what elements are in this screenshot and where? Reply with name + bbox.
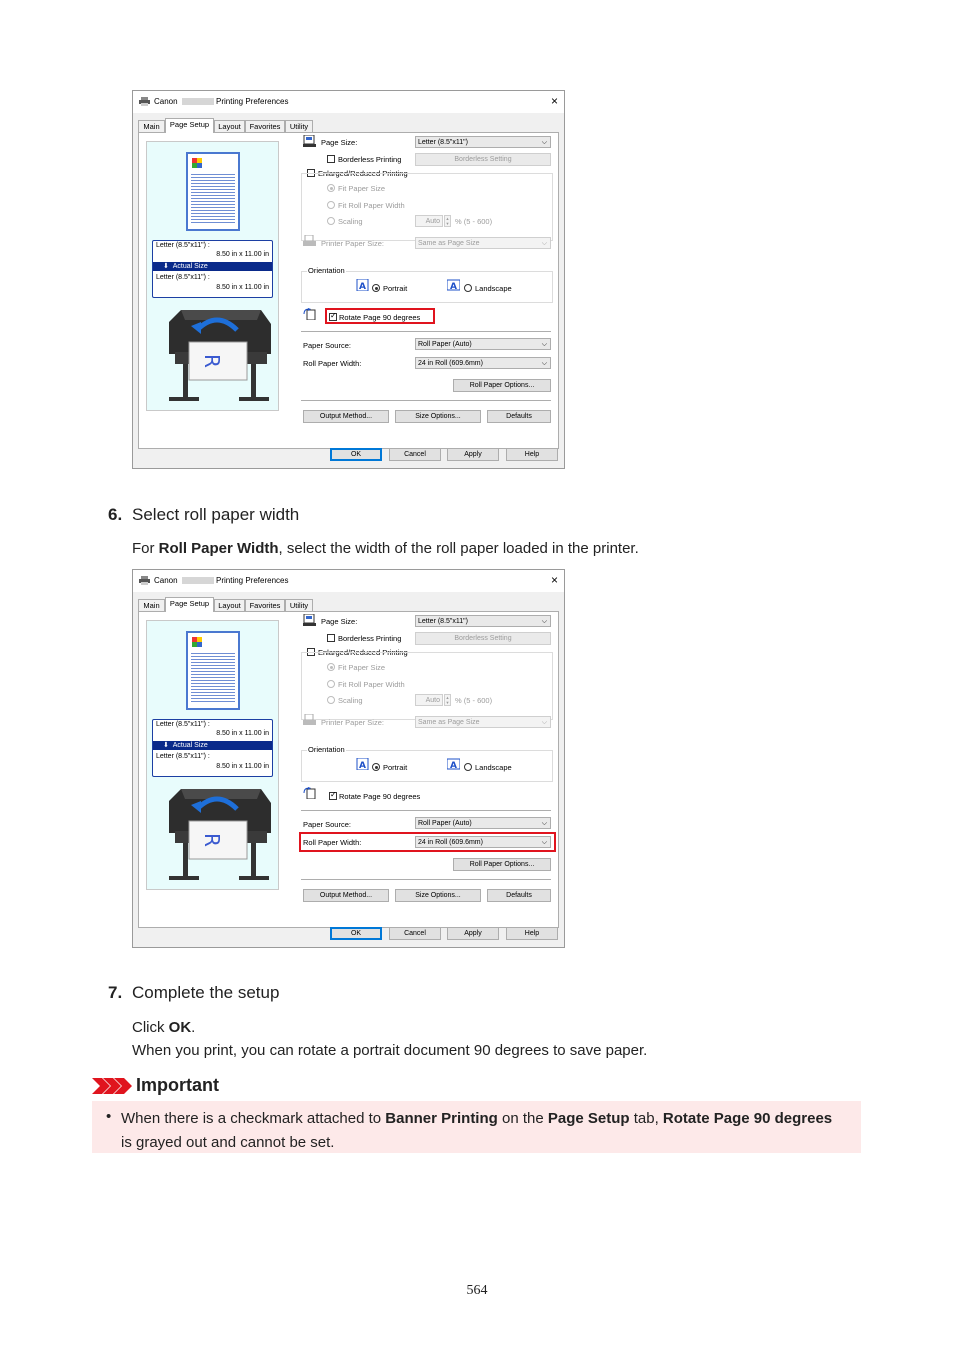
scaling-radio[interactable] (327, 217, 335, 225)
borderless-checkbox[interactable] (327, 155, 335, 163)
chevron-down-icon: ⌵ (541, 341, 547, 348)
borderless-setting-button[interactable]: Borderless Setting (415, 153, 551, 166)
close-icon[interactable]: × (550, 94, 558, 108)
step-6-heading (108, 505, 299, 525)
size-line-4: 8.50 in x 11.00 in (216, 284, 269, 291)
large-format-printer-illustration (161, 302, 273, 407)
printer-icon (139, 576, 150, 585)
tab-utility[interactable]: Utility (285, 599, 313, 611)
enlarged-label: Enlarged/Reduced Printing (318, 169, 408, 178)
landscape-radio[interactable] (464, 763, 472, 771)
fit-roll-width-radio[interactable] (327, 680, 335, 688)
fit-paper-size-label: Fit Paper Size (338, 184, 386, 193)
scaling-radio[interactable] (327, 696, 335, 704)
fit-roll-width-label: Fit Roll Paper Width (338, 680, 405, 689)
separator (301, 879, 551, 880)
size-line-2: 8.50 in x 11.00 in (216, 730, 269, 737)
defaults-button[interactable]: Defaults (487, 410, 551, 423)
important-box (92, 1101, 861, 1153)
step-number: 6. (108, 505, 123, 524)
printing-preferences-dialog-2 (132, 569, 565, 948)
separator (301, 400, 551, 401)
tab-main[interactable]: Main (138, 120, 165, 132)
landscape-label: Landscape (475, 763, 512, 772)
text: For (132, 540, 159, 557)
color-blocks-icon (192, 637, 202, 647)
defaults-button[interactable]: Defaults (487, 889, 551, 902)
scaling-input[interactable]: Auto (415, 215, 443, 227)
important-title: Important (136, 1075, 219, 1095)
portrait-label: Portrait (383, 284, 408, 293)
tab-favorites[interactable]: Favorites (245, 599, 285, 611)
printer-icon (139, 97, 150, 106)
paper-source-value: Roll Paper (Auto) (418, 820, 472, 827)
actual-size-bar: ⬇ Actual Size (153, 741, 272, 750)
borderless-setting-button[interactable]: Borderless Setting (415, 632, 551, 645)
actual-size-bar: ⬇ Actual Size (153, 262, 272, 271)
roll-paper-options-button[interactable]: Roll Paper Options... (453, 379, 551, 392)
tab-main[interactable]: Main (138, 599, 165, 611)
portrait-icon (356, 279, 369, 291)
orientation-group (301, 750, 553, 782)
page-size-select[interactable] (415, 136, 551, 148)
svg-text:A: A (359, 761, 366, 770)
size-info-box (152, 240, 273, 298)
cancel-button[interactable]: Cancel (389, 448, 441, 461)
redacted-model-name (182, 577, 214, 584)
help-button[interactable]: Help (506, 927, 558, 940)
step-title: Complete the setup (132, 983, 280, 1002)
important-text (121, 1107, 841, 1155)
ok-button[interactable]: OK (330, 927, 382, 940)
bullet: • (106, 1108, 112, 1125)
roll-paper-options-button[interactable]: Roll Paper Options... (453, 858, 551, 871)
landscape-icon (447, 758, 460, 770)
fit-paper-size-label: Fit Paper Size (338, 663, 386, 672)
orientation-group (301, 271, 553, 303)
settings-preview (146, 620, 279, 890)
page-size-value: Letter (8.5"x11") (418, 139, 468, 146)
svg-text:R: R (200, 833, 224, 847)
text: is grayed out and cannot be set. (121, 1134, 335, 1151)
chevron-down-icon: ⌵ (541, 839, 547, 846)
page-size-icon (303, 135, 316, 147)
cancel-button[interactable]: Cancel (389, 927, 441, 940)
separator (301, 810, 551, 811)
portrait-icon (356, 758, 369, 770)
scaling-label: Scaling (338, 696, 363, 705)
enlarged-label: Enlarged/Reduced Printing (318, 648, 408, 657)
printer-paper-size-select[interactable] (415, 716, 551, 728)
step-6-text (132, 540, 639, 557)
chevron-down-icon: ⌵ (541, 618, 547, 625)
orientation-label: Orientation (308, 266, 345, 275)
rotate-page-label: Rotate Page 90 degrees (339, 792, 421, 801)
dialog-titlebar (133, 570, 564, 592)
page-preview (186, 631, 240, 710)
portrait-label: Portrait (383, 763, 408, 772)
tab-favorites[interactable]: Favorites (245, 120, 285, 132)
apply-button[interactable]: Apply (447, 927, 499, 940)
page-size-icon (303, 614, 316, 626)
portrait-radio[interactable] (372, 763, 380, 771)
borderless-label: Borderless Printing (338, 634, 402, 643)
dialog-title-prefix: Canon (154, 97, 178, 106)
chevron-down-icon: ⌵ (541, 820, 547, 827)
bold-term: Page Setup (547, 1110, 630, 1127)
paper-source-select[interactable] (415, 817, 551, 829)
scaling-input[interactable]: Auto (415, 694, 443, 706)
printer-paper-size-value: Same as Page Size (418, 240, 480, 247)
fit-roll-width-radio[interactable] (327, 201, 335, 209)
output-method-button[interactable]: Output Method... (303, 410, 389, 423)
scaling-spinner[interactable]: ▲ ▼ (445, 216, 450, 226)
bold-term: OK (168, 1019, 192, 1036)
close-icon[interactable]: × (550, 573, 558, 587)
orientation-label: Orientation (308, 745, 345, 754)
printer-paper-size-icon (303, 714, 316, 726)
chevron-down-icon: ⌵ (541, 240, 547, 247)
size-line-4: 8.50 in x 11.00 in (216, 763, 269, 770)
tab-page-setup[interactable]: Page Setup (165, 597, 214, 612)
printer-paper-size-label: Printer Paper Size: (321, 718, 384, 727)
tab-layout[interactable]: Layout (214, 120, 245, 132)
separator (301, 331, 551, 332)
roll-width-label: Roll Paper Width: (303, 838, 362, 847)
scaling-range: % (5 - 600) (455, 217, 493, 226)
size-options-button[interactable]: Size Options... (395, 889, 481, 902)
dialog-titlebar (133, 91, 564, 113)
dialog-title-prefix: Canon (154, 576, 178, 585)
actual-size-label: Actual Size (172, 742, 208, 749)
output-method-button[interactable]: Output Method... (303, 889, 389, 902)
text-lines (191, 651, 235, 704)
borderless-checkbox[interactable] (327, 634, 335, 642)
paper-source-label: Paper Source: (303, 820, 351, 829)
fit-paper-size-radio[interactable] (327, 184, 335, 192)
roll-width-value: 24 in Roll (609.6mm) (418, 839, 483, 846)
text: tab, (629, 1110, 663, 1127)
svg-text:A: A (450, 282, 457, 291)
paper-source-value: Roll Paper (Auto) (418, 341, 472, 348)
landscape-icon (447, 279, 460, 291)
step-7-click-text (132, 1019, 195, 1036)
page-size-label: Page Size: (321, 138, 358, 147)
bold-term: Banner Printing (385, 1110, 498, 1127)
roll-width-value: 24 in Roll (609.6mm) (418, 360, 483, 367)
step-7-heading (108, 983, 279, 1003)
page-setup-panel (138, 132, 559, 449)
page-preview (186, 152, 240, 231)
size-line-1: Letter (8.5"x11") : (156, 242, 210, 249)
scaling-spinner[interactable]: ▲ ▼ (445, 695, 450, 705)
dialog-title-suffix: Printing Preferences (216, 576, 289, 585)
size-line-2: 8.50 in x 11.00 in (216, 251, 269, 258)
size-options-button[interactable]: Size Options... (395, 410, 481, 423)
printer-paper-size-select[interactable] (415, 237, 551, 249)
page-size-value: Letter (8.5"x11") (418, 618, 468, 625)
settings-preview (146, 141, 279, 411)
text: When there is a checkmark attached to (121, 1110, 386, 1127)
page-size-label: Page Size: (321, 617, 358, 626)
printing-preferences-dialog-1 (132, 90, 565, 469)
important-arrows-icon (92, 1078, 132, 1094)
chevron-down-icon: ⌵ (541, 360, 547, 367)
step-number: 7. (108, 983, 123, 1002)
svg-text:A: A (450, 761, 457, 770)
large-format-printer-illustration (161, 781, 273, 886)
bold-term: Rotate Page 90 degrees (662, 1110, 833, 1127)
scaling-range: % (5 - 600) (455, 696, 493, 705)
printer-paper-size-label: Printer Paper Size: (321, 239, 384, 248)
paper-source-label: Paper Source: (303, 341, 351, 350)
bold-term: Roll Paper Width (158, 540, 279, 557)
rotate-page-icon (303, 308, 316, 320)
roll-width-highlight (299, 832, 556, 852)
ok-button[interactable]: OK (330, 448, 382, 461)
page-size-select[interactable] (415, 615, 551, 627)
size-info-box (152, 719, 273, 777)
fit-roll-width-label: Fit Roll Paper Width (338, 201, 405, 210)
size-line-1: Letter (8.5"x11") : (156, 721, 210, 728)
tab-utility[interactable]: Utility (285, 120, 313, 132)
tab-page-setup[interactable]: Page Setup (165, 118, 214, 133)
text: Click (132, 1019, 169, 1036)
svg-text:R: R (200, 354, 224, 368)
text-lines (191, 172, 235, 225)
rotate-page-highlight (325, 308, 435, 324)
rotate-page-icon (303, 787, 316, 799)
apply-button[interactable]: Apply (447, 448, 499, 461)
paper-source-select[interactable] (415, 338, 551, 350)
scaling-label: Scaling (338, 217, 363, 226)
color-blocks-icon (192, 158, 202, 168)
fit-paper-size-radio[interactable] (327, 663, 335, 671)
text: . (191, 1019, 196, 1036)
size-line-3: Letter (8.5"x11") : (156, 274, 210, 281)
borderless-label: Borderless Printing (338, 155, 402, 164)
page-setup-panel (138, 611, 559, 928)
roll-width-select[interactable] (415, 357, 551, 369)
size-line-3: Letter (8.5"x11") : (156, 753, 210, 760)
redacted-model-name (182, 98, 214, 105)
text: , select the width of the roll paper loaded in the printer. (278, 540, 639, 557)
roll-width-label: Roll Paper Width: (303, 359, 362, 368)
chevron-down-icon: ⌵ (541, 139, 547, 146)
rotate-page-label: Rotate Page 90 degrees (339, 313, 421, 322)
actual-size-label: Actual Size (172, 263, 208, 270)
text: on the (497, 1110, 548, 1127)
page-number: 564 (466, 1283, 488, 1298)
dialog-title-suffix: Printing Preferences (216, 97, 289, 106)
step-7-description: When you print, you can rotate a portrait document 90 degrees to save paper. (132, 1042, 648, 1059)
step-title: Select roll paper width (132, 505, 300, 524)
rotate-page-checkbox[interactable] (329, 792, 337, 800)
printer-paper-size-icon (303, 235, 316, 247)
landscape-radio[interactable] (464, 284, 472, 292)
chevron-down-icon: ⌵ (541, 719, 547, 726)
help-button[interactable]: Help (506, 448, 558, 461)
svg-text:A: A (359, 282, 366, 291)
portrait-radio[interactable] (372, 284, 380, 292)
landscape-label: Landscape (475, 284, 512, 293)
printer-paper-size-value: Same as Page Size (418, 719, 480, 726)
tab-layout[interactable]: Layout (214, 599, 245, 611)
